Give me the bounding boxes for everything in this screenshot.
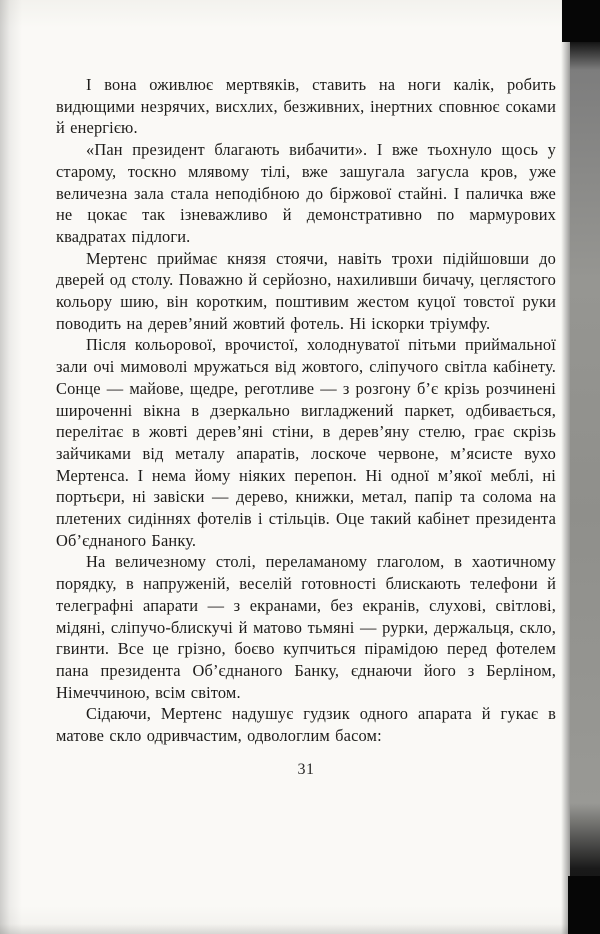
paragraph: Після кольорової, врочистої, холоднуватої пітьми приймальної зали очі мимоволі мружаться від жовтого, сліпучого світла кабінету. Сонце — майове, щедре, реготливе — з розгону б’є крізь розчинені широченні вікна в дзеркально вигладжений паркет, одбивається, перелітає в жовті дерев’яні стіни, в дерев’яну стелю, грає скрізь зайчиками від металу апаратів, лоскоче червоне, м’ясисте вухо Мертенса. І нема йому ніяких перепон. Ні одної м’якої меблі, ні портьєри, ні завіски — дерево, книжки, метал, папір та солома на плетених сидіннях фотелів і стільців. Оце такий кабінет президента Об’єднаного Банку.	[56, 335, 556, 550]
scan-corner-top-right	[562, 0, 600, 42]
paragraph: І вона оживлює мертвяків, ставить на ноги калік, робить видющими незрячих, висхлих, безживних, інертних сповнює соками й енергією.	[56, 75, 556, 138]
scan-right-edge	[570, 0, 600, 934]
text-block	[56, 74, 556, 747]
paragraph: «Пан президент благають вибачити». І вже тьохнуло щось у старому, тоскно млявому тілі, вже зашугала загусла кров, уже величезна зала стала неподібною до біржової стайні. І паличка вже не цокає так ізневажливо й демонстративно по мармурових квадратах підлоги.	[56, 140, 556, 246]
book-page	[56, 74, 556, 779]
scan-bottom-edge	[0, 924, 600, 934]
paragraph: Мертенс приймає князя стоячи, навіть трохи підійшовши до дверей од столу. Поважно й серйозно, нахиливши бичачу, цеглястого кольору шию, він коротким, поштивим жестом куцої товстої руки поводить на дерев’яний жовтий фотель. Ні іскорки тріумфу.	[56, 248, 556, 333]
page-number: 31	[297, 760, 315, 778]
paragraph: Сідаючи, Мертенс надушує гудзик одного апарата й гукає в матове скло одривчастим, одвологлим басом:	[56, 704, 556, 746]
scan-corner-bottom-right	[568, 876, 600, 934]
scan-left-edge	[0, 0, 22, 934]
paragraph: На величезному столі, переламаному глаголом, в хаотичному порядку, в напруженій, веселій готовності блискають телефони й телеграфні апарати — з екранами, без екранів, слухові, світлові, мідяні, сліпучо-блискучі й матово тьмяні — рурки, держальця, скло, гвинти. Все це грізно, боєво купчиться пірамідою перед фотелем пана президента Об’єднаного Банку, єднаючи його з Берліном, Німеччиною, всім світом.	[56, 552, 556, 702]
